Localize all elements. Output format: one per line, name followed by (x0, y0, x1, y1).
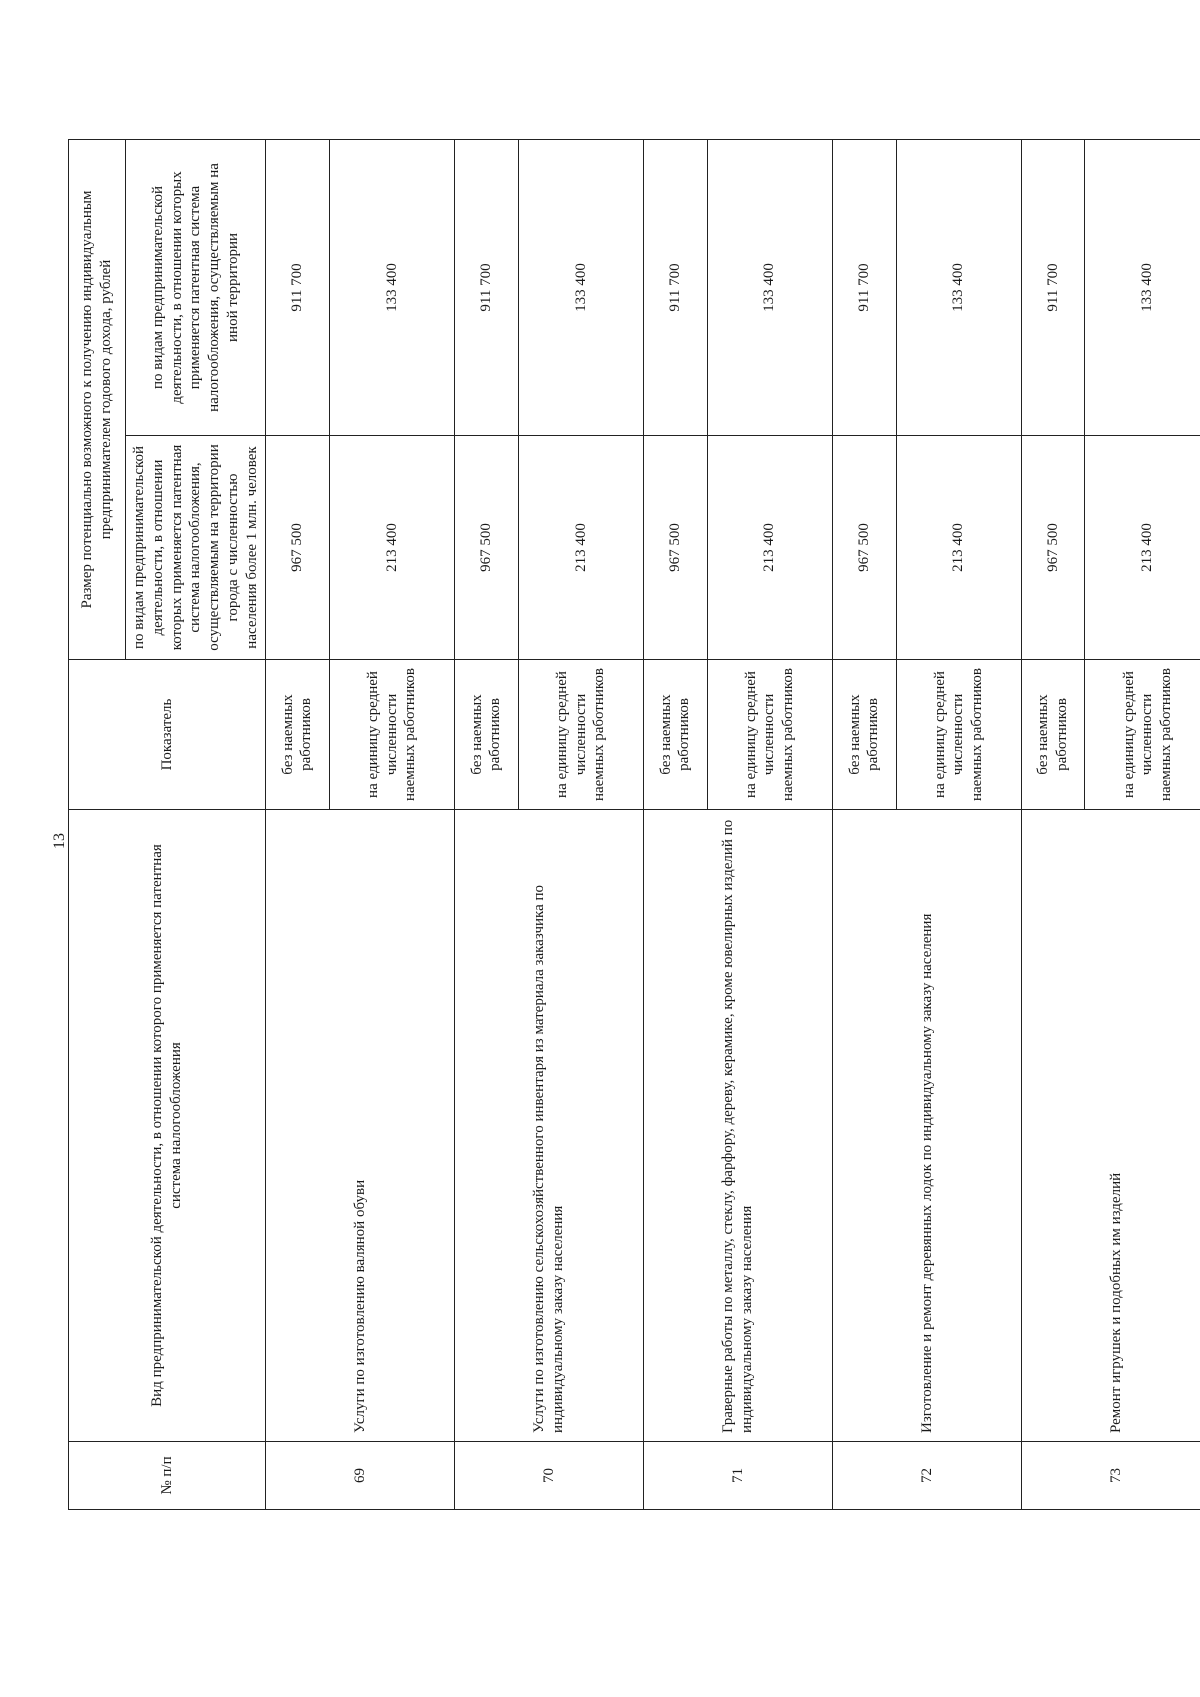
indicator-label: без наемных работников (833, 660, 896, 810)
value-city: 967 500 (1022, 436, 1085, 660)
activity-name: Ремонт игрушек и подобных им изделий (1022, 810, 1200, 1442)
row-number: 72 (833, 1442, 1022, 1510)
value-other: 133 400 (518, 139, 644, 435)
value-city: 967 500 (833, 436, 896, 660)
indicator-label: на единицу средней численности наемных работников (1085, 660, 1200, 810)
table-row (1022, 139, 1085, 1509)
table-row (455, 139, 518, 1509)
value-other: 911 700 (455, 139, 518, 435)
table-row (833, 139, 896, 1509)
value-other: 911 700 (1022, 139, 1085, 435)
header-income-size: Размер потенциально возможного к получению индивидуальным предпринимателем годового дохода, рублей (69, 139, 126, 659)
value-other: 133 400 (707, 139, 833, 435)
value-city: 213 400 (707, 436, 833, 660)
value-other: 911 700 (644, 139, 707, 435)
row-number: 70 (455, 1442, 644, 1510)
header-indicator: Показатель (69, 660, 266, 810)
header-city-territory: по видам предпринимательской деятельности, в отношении которых применяется патентная система налогообложения, осуществляемым на территории города с численностью населения более 1 млн. человек (126, 436, 266, 660)
activity-name: Граверные работы по металлу, стеклу, фарфору, дереву, керамике, кроме ювелирных изделий по индивидуальному заказу населения (644, 810, 833, 1442)
page-number: 13 (51, 833, 68, 849)
value-other: 133 400 (1085, 139, 1200, 435)
value-other: 911 700 (266, 139, 329, 435)
row-number: 71 (644, 1442, 833, 1510)
value-city: 213 400 (518, 436, 644, 660)
value-city: 967 500 (644, 436, 707, 660)
header-activity: Вид предпринимательской деятельности, в отношении которого применяется патентная система налогообложения (69, 810, 266, 1442)
activity-name: Изготовление и ремонт деревянных лодок по индивидуальному заказу населения (833, 810, 1022, 1442)
value-city: 967 500 (266, 436, 329, 660)
indicator-label: на единицу средней численности наемных работников (707, 660, 833, 810)
indicator-label: без наемных работников (644, 660, 707, 810)
value-city: 967 500 (455, 436, 518, 660)
value-city: 213 400 (329, 436, 455, 660)
rotated-page-content (68, 140, 1200, 1510)
indicator-label: на единицу средней численности наемных работников (518, 660, 644, 810)
row-number: 69 (266, 1442, 455, 1510)
value-other: 133 400 (329, 139, 455, 435)
indicator-label: на единицу средней численности наемных работников (329, 660, 455, 810)
table-row (644, 139, 707, 1509)
value-city: 213 400 (1085, 436, 1200, 660)
activity-name: Услуги по изготовлению сельскохозяйственного инвентаря из материала заказчика по индивидуальному заказу населения (455, 810, 644, 1442)
table-row (266, 139, 329, 1509)
header-other-territory: по видам предпринимательской деятельности, в отношении которых применяется патентная система налогообложения, осуществляемым на иной территории (126, 139, 266, 435)
header-num: № п/п (69, 1442, 266, 1510)
activity-name: Услуги по изготовлению валяной обуви (266, 810, 455, 1442)
value-other: 133 400 (896, 139, 1022, 435)
indicator-label: без наемных работников (266, 660, 329, 810)
indicator-label: на единицу средней численности наемных работников (896, 660, 1022, 810)
row-number: 73 (1022, 1442, 1200, 1510)
value-city: 213 400 (896, 436, 1022, 660)
value-other: 911 700 (833, 139, 896, 435)
indicator-label: без наемных работников (455, 660, 518, 810)
patent-income-table (68, 139, 1200, 1510)
indicator-label: без наемных работников (1022, 660, 1085, 810)
